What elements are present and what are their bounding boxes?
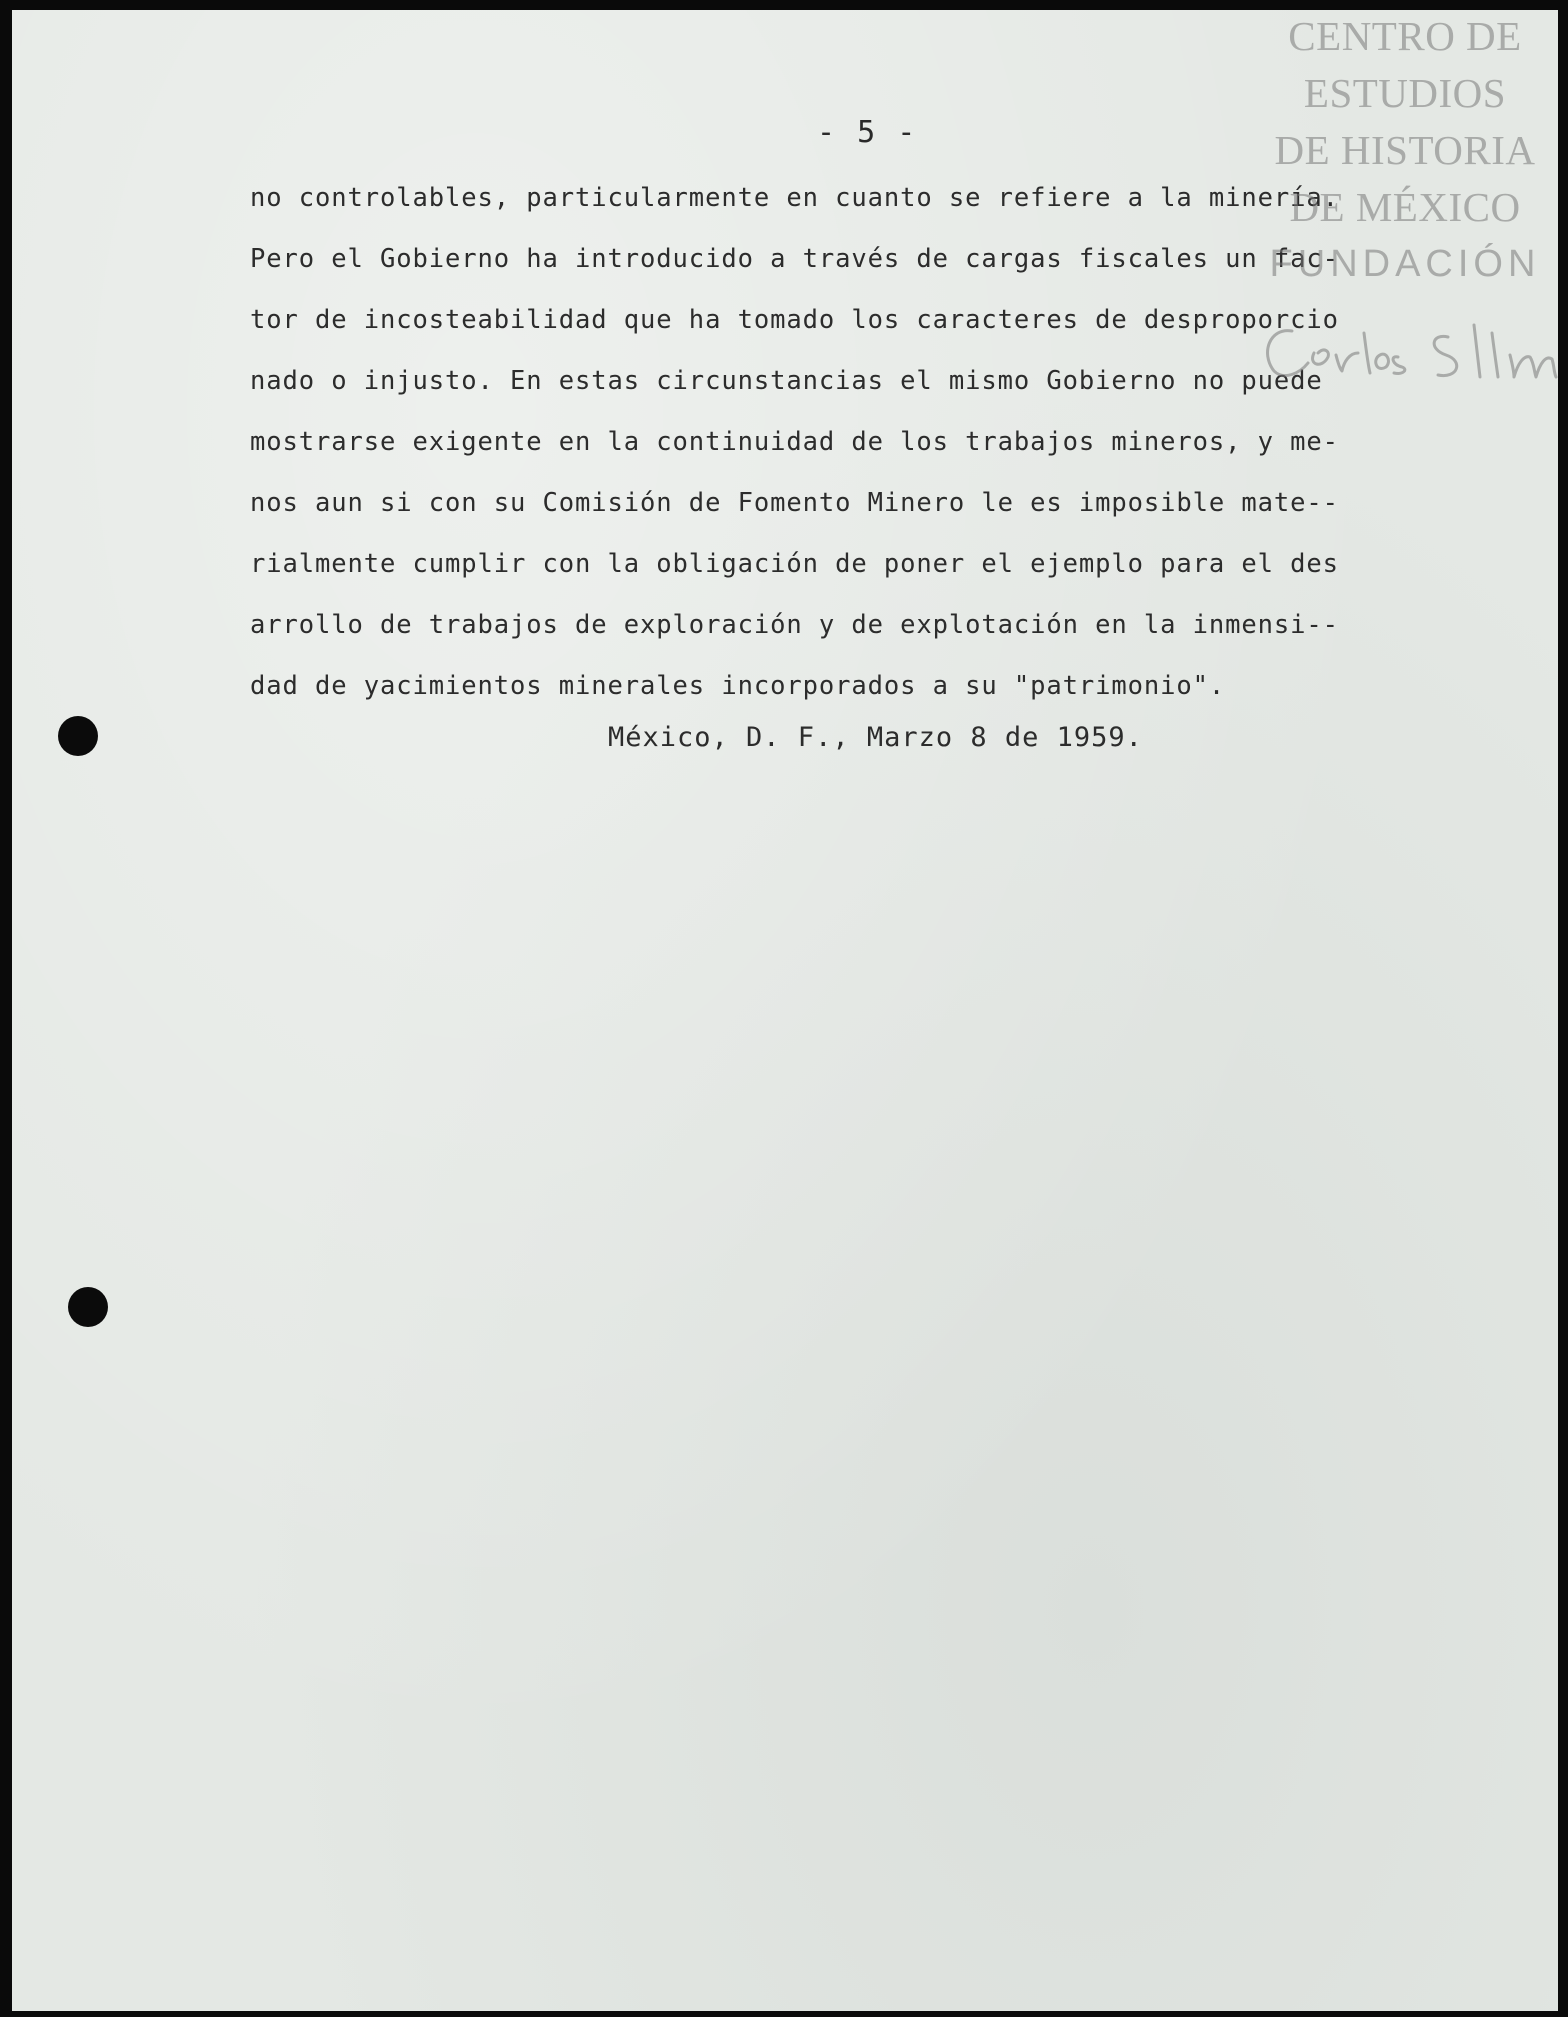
text-line: nado o injusto. En estas circunstancias el mismo Gobierno no puede: [250, 366, 1323, 396]
punch-hole: [68, 1287, 108, 1327]
text-line: no controlables, particularmente en cuanto se refiere a la minería.: [250, 183, 1339, 213]
watermark-foundation: FUNDACIÓN: [1269, 243, 1541, 285]
watermark-line: CENTRO DE: [1288, 13, 1522, 59]
dateline: México, D. F., Marzo 8 de 1959.: [608, 722, 1143, 753]
watermark-line: DE HISTORIA: [1274, 127, 1536, 173]
body-text: [250, 168, 1480, 717]
page-number: - 5 -: [817, 115, 918, 150]
text-line: tor de incosteabilidad que ha tomado los caracteres de desproporcio: [250, 305, 1339, 335]
text-line: Pero el Gobierno ha introducido a través de cargas fiscales un fac-: [250, 244, 1339, 274]
watermark-line: DE MÉXICO: [1289, 184, 1521, 230]
text-line: rialmente cumplir con la obligación de poner el ejemplo para el des: [250, 549, 1339, 579]
text-line: arrollo de trabajos de exploración y de explotación en la inmensi--: [250, 610, 1339, 640]
document-page: [12, 10, 1558, 2011]
text-line: mostrarse exigente en la continuidad de los trabajos mineros, y me-: [250, 427, 1339, 457]
watermark-line: ESTUDIOS: [1303, 70, 1507, 116]
text-line: dad de yacimientos minerales incorporados a su "patrimonio".: [250, 671, 1226, 701]
punch-hole: [58, 716, 98, 756]
text-line: nos aun si con su Comisión de Fomento Minero le es imposible mate--: [250, 488, 1339, 518]
